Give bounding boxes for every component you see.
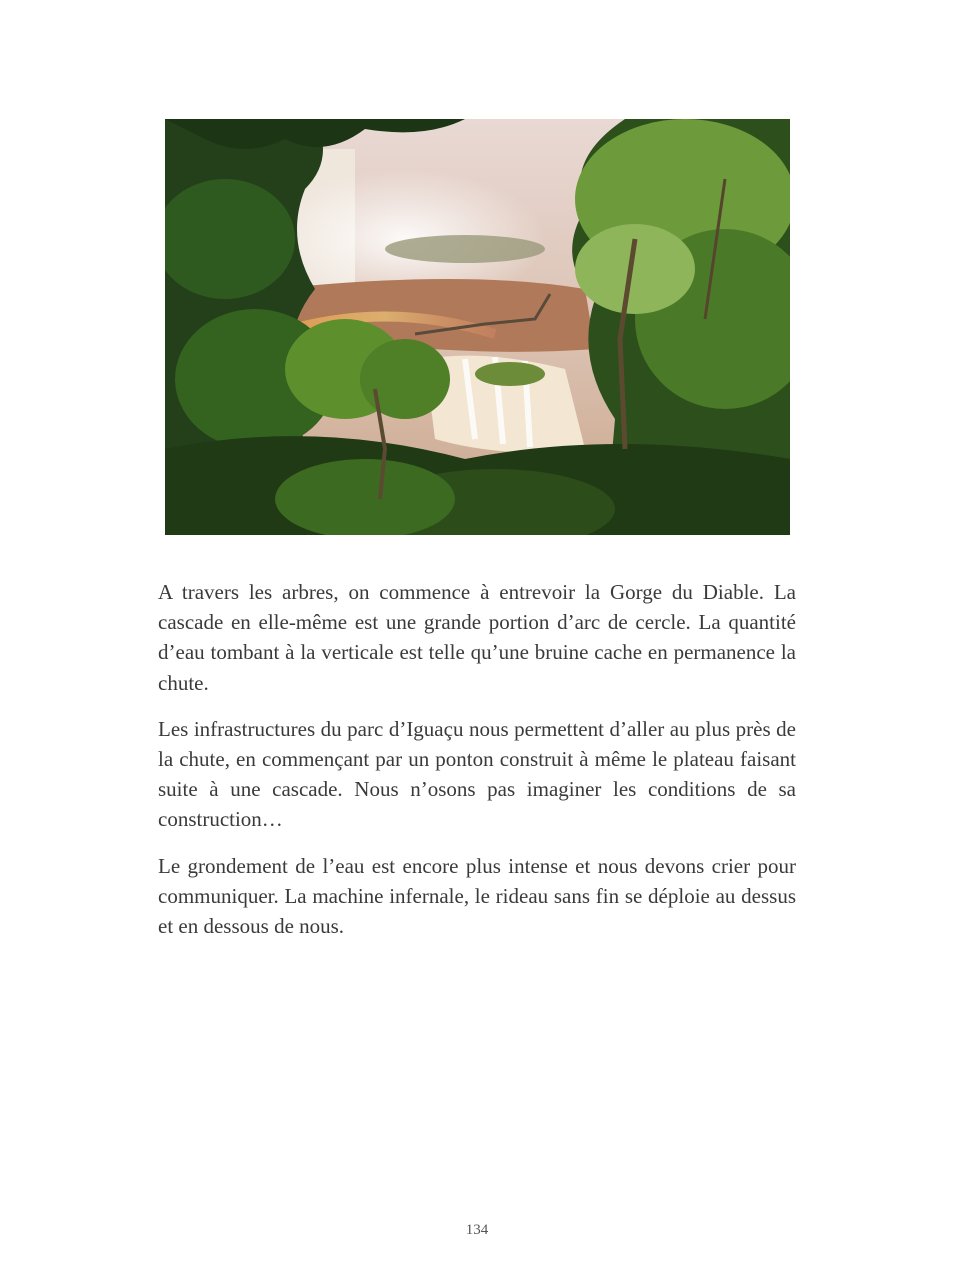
page-number: 134	[465, 1222, 489, 1238]
waterfall-photo-illustration	[165, 119, 790, 535]
paragraph-1: A travers les arbres, on commence à entrevoir la Gorge du Diable. La cascade en elle-même est une grande portion d’arc de cercle. La quantité d’eau tombant à la verticale est telle qu’une bruine cache en permanence la chute.	[158, 580, 796, 695]
waterfall-photo	[165, 119, 790, 535]
body-text	[158, 577, 796, 957]
paragraph-2: Les infrastructures du parc d’Iguaçu nous permettent d’aller au plus près de la chute, en commençant par un ponton construit à même le plateau faisant suite à une cascade. Nous n’osons pas imaginer les conditions de sa construction…	[158, 716, 796, 832]
paragraph-3: Le grondement de l’eau est encore plus intense et nous devons crier pour communiquer. La machine infernale, le rideau sans fin se déploie au dessus et en dessous de nous.	[158, 853, 796, 939]
